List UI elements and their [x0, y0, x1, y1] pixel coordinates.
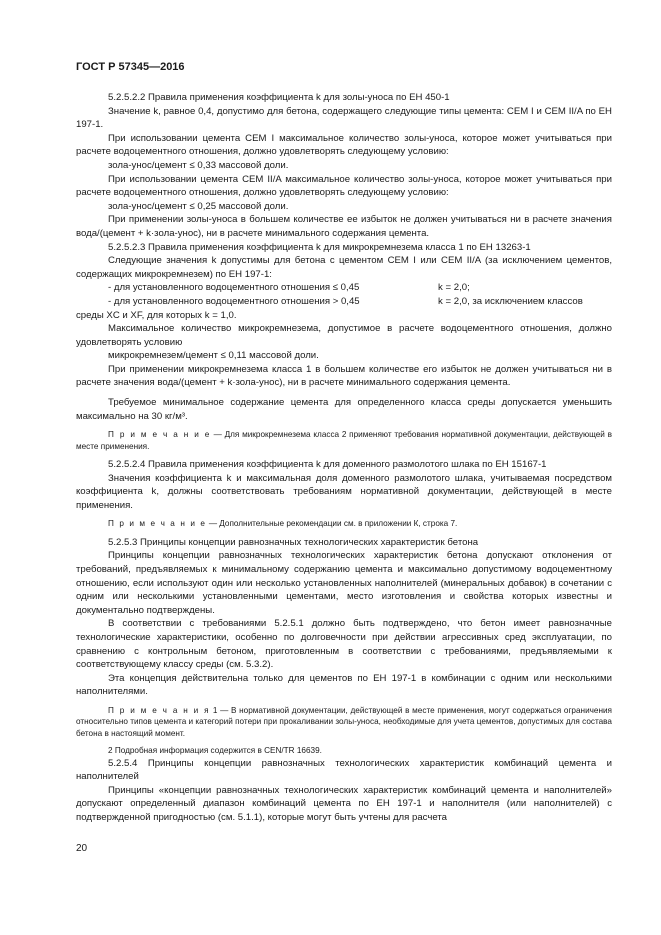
notes: [76, 705, 612, 739]
list-item-condition: - для установленного водоцементного отношения > 0,45: [108, 295, 360, 307]
list-item-value: k = 2,0;: [438, 282, 470, 294]
note-label: П р и м е ч а н и я: [108, 705, 211, 715]
clause-heading: 5.2.5.2.4 Правила применения коэффициента k для доменного размолотого шлака по ЕН 15167-1: [108, 459, 547, 471]
paragraph: Максимальное количество микрокремнезема, допустимое в расчете водоцементного отношения, должно удовлетворять условию: [76, 323, 612, 348]
page-number: 20: [76, 843, 88, 854]
clause-heading: 5.2.5.2.2 Правила применения коэффициента k для золы-уноса по ЕН 450-1: [108, 92, 450, 103]
list-item-continuation: среды XC и XF, для которых k = 1,0.: [76, 309, 237, 321]
note-label: П р и м е ч а н и е: [108, 430, 211, 440]
list-item: [76, 295, 612, 309]
paragraph: В соответствии с требованиями 5.2.5.1 должно быть подтверждено, что бетон имеет равнозначные технологические характеристики, особенно по долговечности при действии агрессивных сред эксплуатации, по сравнению с контрольным бетоном, приготовленным в соответствии с требованиями, предъявляемыми к соответствующему классу среды (см. 5.3.2).: [76, 618, 612, 671]
paragraph: При использовании цемента CEM II/A максимальное количество золы-уноса, которое может учитываться при расчете водоцементного отношения, должно удовлетворять следующему условию:: [76, 173, 612, 199]
note-text: — Дополнительные рекомендации см. в приложении К, строка 7.: [206, 519, 458, 529]
formula-line: зола-унос/цемент ≤ 0,33 массовой доли.: [108, 159, 289, 171]
paragraph: При применении золы-уноса в большем количестве ее избыток не должен учитываться ни в расчете значения вода/(цемент + k·зола-унос), ни в расчете минимального содержания цемента.: [76, 214, 612, 239]
formula-line: зола-унос/цемент ≤ 0,25 массовой доли.: [108, 200, 289, 212]
paragraph: Значения коэффициента k и максимальная доля доменного размолотого шлака, учитываемая посредством коэффициента k, должны соответствовать требованиям нормативной документации, действующей в месте применения.: [76, 472, 612, 511]
note: [76, 429, 612, 452]
note-text: — Для микрокремнезема класса 2 применяют требования нормативной документации, действующей в месте применения.: [76, 430, 612, 451]
paragraph: Принципы концепции равнозначных технологических характеристик бетона допускают отклонения от требований, предъявляемых к минимальному содержанию цемента и максимально допустимому водоцементному отношению, если используют один или несколько установленных наполнителей (минеральных добавок) в сочетании с одним или несколькими установленными цементами, место изготовления и свойства которых известны и документально подтверждены.: [76, 550, 612, 616]
clause-heading: 5.2.5.3 Принципы концепции равнозначных технологических характеристик бетона: [108, 536, 479, 548]
paragraph: Принципы «концепции равнозначных технологических характеристик комбинаций цемента и наполнителей» допускают определенный диапазон комбинаций цемента по ЕН 197-1 и наполнителя (или наполнителей) с подтвержденной пригодностью (см. 5.1.1), которые могут быть учтены для расчета: [76, 784, 612, 823]
paragraph: При применении микрокремнезема класса 1 в большем количестве его избыток не должен учитываться ни в расчете значения вода/(цемент + k·зола-унос), ни в расчете минимального содержания цемента.: [76, 363, 612, 389]
list-item-value: k = 2,0, за исключением классов: [438, 295, 583, 307]
paragraph: Значение k, равное 0,4, допустимо для бетона, содержащего следующие типы цемента: CEM I и CEM II/A по ЕН 197-1.: [76, 105, 612, 131]
note: [76, 518, 612, 529]
list-item: [76, 281, 612, 295]
formula-line: микрокремнезем/цемент ≤ 0,11 массовой доли.: [108, 350, 319, 362]
clause-heading: 5.2.5.4 Принципы концепции равнозначных технологических характеристик комбинаций цемента и наполнителей: [76, 757, 612, 783]
note-text: 1 — В нормативной документации, действующей в месте применения, могут содержаться ограничения относительно типов цемента и категорий потери при прокаливании золы-уноса, необходимые для учета цементов, допустимых для состава бетона в настоящий момент.: [76, 705, 612, 738]
note-item: 2 Подробная информация содержится в CEN/TR 16639.: [108, 746, 322, 756]
note-label: П р и м е ч а н и е: [108, 519, 207, 529]
paragraph: Эта концепция действительна только для цементов по ЕН 197-1 в комбинации с одним или несколькими наполнителями.: [76, 672, 612, 698]
clause-heading: 5.2.5.2.3 Правила применения коэффициента k для микрокремнезема класса 1 по ЕН 13263-1: [108, 241, 531, 253]
page-body: [76, 91, 612, 825]
paragraph: Требуемое минимальное содержание цемента для определенного класса среды допускается уменьшить максимально на 30 кг/м³.: [76, 397, 612, 422]
document-header: ГОСТ Р 57345—2016: [76, 61, 185, 73]
list-item-condition: - для установленного водоцементного отношения ≤ 0,45: [108, 282, 360, 294]
paragraph: Следующие значения k допустимы для бетона с цементом CEM I или CEM II/A (за исключением цементов, содержащих микрокремнезем) по ЕН 197-1:: [76, 255, 612, 280]
paragraph: При использовании цемента CEM I максимальное количество золы-уноса, которое может учитываться при расчете водоцементного отношения, должно удовлетворять следующему условию:: [76, 132, 612, 158]
